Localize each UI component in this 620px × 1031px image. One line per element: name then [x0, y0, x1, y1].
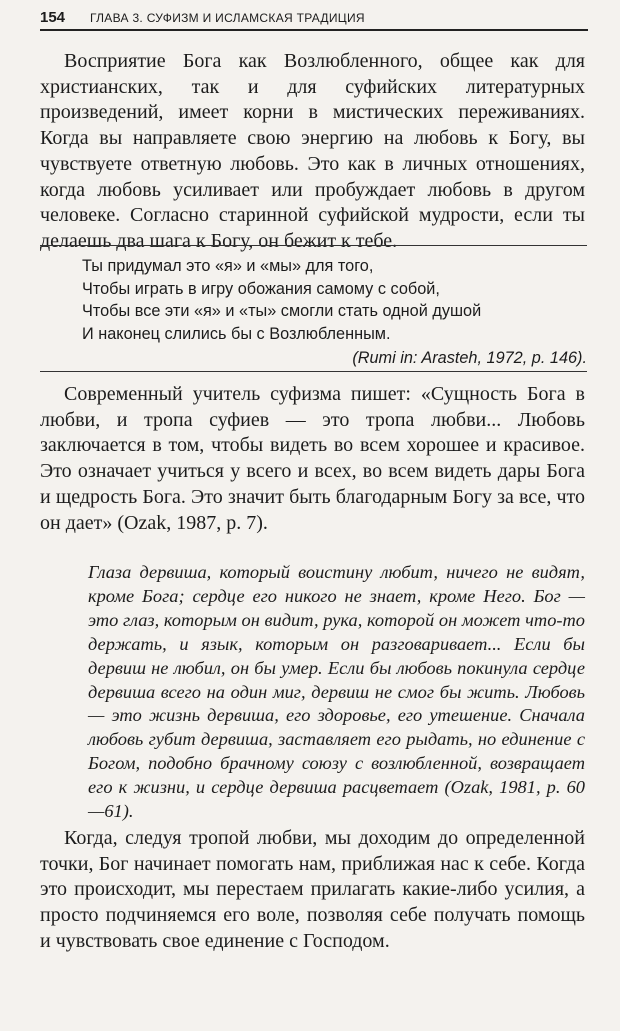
paragraph-1	[40, 49, 585, 255]
page-number: 154	[40, 9, 66, 26]
poem-line-3: Чтобы все эти «я» и «ты» смогли стать одной душой	[82, 302, 482, 320]
dervish-quote: Глаза дервиша, который воистину любит, ничего не видят, кроме Бога; сердце его никого не знает, кроме Него. Бог — это глаз, которым он видит, рука, которой он может что-то держать, и язык, которым он разговаривает... Если бы дервиш не любил, он бы умер. Если бы любовь покинула сердце дервиша всего на один миг, дервиш не смог бы жить. Любовь — это жизнь дервиша, его здоровье, его утешение. Сначала любовь губит дервиша, заставляет его рыдать, но единение с Богом, подобно брачному союзу с возлюбленной, возвращает его к жизни, и сердце дервиша расцветает (Ozak, 1981, p. 60—61).	[88, 562, 585, 822]
paragraph-2-text: Современный учитель суфизма пишет: «Сущность Бога в любви, и тропа суфиев — это тропа любви... Любовь заключается в том, чтобы видеть во всем хорошее и красивое. Это означает учиться у всего и всех, во всем видеть дары Бога и щедрость Бога. Это значит быть благодарным Богу за все, что он дает» (Ozak, 1987, p. 7).	[40, 383, 585, 534]
chapter-title: ГЛАВА 3. СУФИЗМ И ИСЛАМСКАЯ ТРАДИЦИЯ	[90, 11, 365, 25]
bottom-divider	[40, 371, 587, 372]
running-header	[40, 9, 588, 31]
paragraph-3-text: Когда, следуя тропой любви, мы доходим до определенной точки, Бог начинает помогать нам, приближая нас к себе. Когда это происходит, мы перестаем прилагать какие-либо усилия, а просто подчиняемся его воле, позволяя себе получать помощь и чувствовать свое единение с Господом.	[40, 827, 585, 952]
poem-line-4: И наконец слились бы с Возлюбленным.	[82, 324, 391, 343]
paragraph-3	[40, 826, 585, 955]
poem-citation: (Rumi in: Arasteh, 1972, p. 146).	[352, 349, 587, 367]
paragraph-2	[40, 382, 585, 536]
paragraph-1-text: Восприятие Бога как Возлюбленного, общее как для христианских, так и для суфийских литературных произведений, имеет корни в мистических переживаниях. Когда вы направляете свою энергию на любовь к Богу, вы чувствуете ответную любовь. Это как в личных отношениях, когда любовь усиливает или пробуждает любовь в другом человеке. Согласно старинной суфийской мудрости, если ты делаешь два шага к Богу, он бежит к тебе.	[40, 50, 585, 252]
poem-line-2: Чтобы играть в игру обожания самому с собой,	[82, 279, 440, 298]
poem-block	[82, 255, 587, 370]
poem-line-1: Ты придумал это «я» и «мы» для того,	[82, 257, 374, 275]
top-divider	[40, 245, 587, 246]
